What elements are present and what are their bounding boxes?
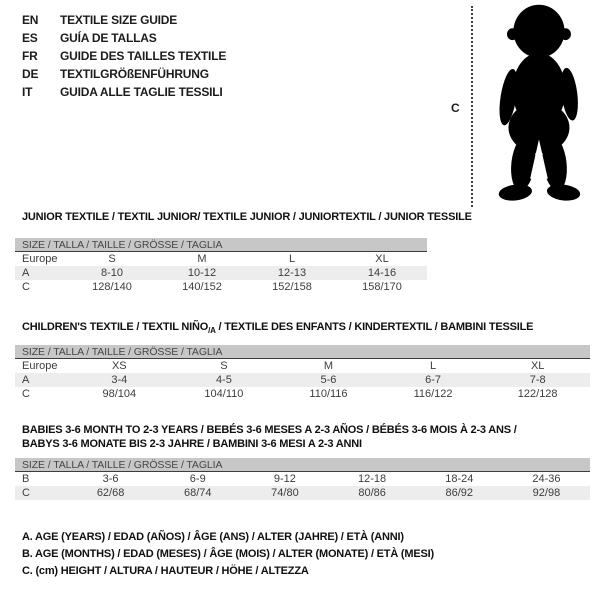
language-code: IT xyxy=(22,85,33,99)
height-cell: 110/116 xyxy=(309,388,348,400)
height-cell: 140/152 xyxy=(182,281,222,293)
row-label: Europe xyxy=(22,360,58,372)
row-label: C xyxy=(22,388,30,400)
row-label: A xyxy=(22,267,30,279)
size-header-bar: SIZE / TALLA / TAILLE / GRÖSSE / TAGLIA xyxy=(15,345,590,359)
age-cell: 10-12 xyxy=(187,267,217,279)
table-row xyxy=(15,359,590,373)
measurement-legend xyxy=(22,529,434,580)
babies-size-table xyxy=(15,458,590,500)
size-cell: L xyxy=(288,253,296,265)
language-guide-list xyxy=(22,11,226,101)
row-label: Europe xyxy=(22,253,58,265)
measure-c-label: C xyxy=(451,101,460,115)
table-row xyxy=(15,280,427,294)
size-header-bar: SIZE / TALLA / TAILLE / GRÖSSE / TAGLIA xyxy=(15,458,590,472)
language-title: GUIDA ALLE TAGLIE TESSILI xyxy=(60,85,223,99)
size-cell: XS xyxy=(111,360,127,372)
children-size-table xyxy=(15,345,590,401)
row-label: C xyxy=(22,487,30,499)
height-cell: 68/74 xyxy=(183,487,212,499)
age-cell: 4-5 xyxy=(215,374,232,386)
age-cell: 18-24 xyxy=(445,473,474,485)
height-cell: 158/170 xyxy=(362,281,402,293)
babies-section-title xyxy=(22,423,517,451)
table-row xyxy=(15,387,590,401)
height-cell: 128/140 xyxy=(92,281,132,293)
age-cell: 12-18 xyxy=(358,473,387,485)
height-cell: 92/98 xyxy=(532,487,561,499)
language-title: GUÍA DE TALLAS xyxy=(60,31,157,45)
junior-section-title: JUNIOR TEXTILE / TEXTIL JUNIOR/ TEXTILE JUNIOR / JUNIORTEXTIL / JUNIOR TESSILE xyxy=(22,211,472,223)
height-cell: 62/68 xyxy=(96,487,125,499)
language-title: GUIDE DES TAILLES TEXTILE xyxy=(60,49,227,63)
legend-line-b: B. AGE (MONTHS) / EDAD (MESES) / ÂGE (MOIS) / ALTER (MONATE) / ETÀ (MESI) xyxy=(22,548,434,560)
age-cell: 14-16 xyxy=(367,267,397,279)
legend-line-a: A. AGE (YEARS) / EDAD (AÑOS) / ÂGE (ANS) / ALTER (JAHRE) / ETÀ (ANNI) xyxy=(22,531,404,543)
height-cell: 98/104 xyxy=(102,388,137,400)
table-row xyxy=(15,373,590,387)
children-title-part2: / TEXTILE DES ENFANTS / KINDERTEXTIL / BAMBINI TESSILE xyxy=(215,321,534,333)
table-row xyxy=(15,252,427,266)
language-title: TEXTILGRÖßENFÜHRUNG xyxy=(60,67,209,81)
junior-size-table xyxy=(15,238,427,294)
list-item xyxy=(22,47,226,65)
height-dotted-line xyxy=(471,6,473,207)
baby-silhouette xyxy=(478,3,596,207)
age-cell: 3-4 xyxy=(111,374,128,386)
size-cell: S xyxy=(220,360,228,372)
row-label: C xyxy=(22,281,30,293)
size-cell: S xyxy=(108,253,116,265)
children-title-part1: CHILDREN'S TEXTILE / TEXTIL NIÑO xyxy=(22,321,209,333)
age-cell: 5-6 xyxy=(320,374,337,386)
list-item xyxy=(22,83,226,101)
list-item xyxy=(22,65,226,83)
language-code: ES xyxy=(22,31,38,45)
babies-title-line2: BABYS 3-6 MONATE BIS 2-3 JAHRE / BAMBINI 3-6 MESI A 2-3 ANNI xyxy=(22,438,362,450)
size-cell: XL xyxy=(530,360,545,372)
height-cell: 122/128 xyxy=(517,388,558,400)
legend-line-c: C. (cm) HEIGHT / ALTURA / HAUTEUR / HÖHE / ALTEZZA xyxy=(22,565,309,577)
height-cell: 104/110 xyxy=(204,388,244,400)
size-header-bar: SIZE / TALLA / TAILLE / GRÖSSE / TAGLIA xyxy=(15,238,427,252)
age-cell: 3-6 xyxy=(102,473,119,485)
size-cell: XL xyxy=(375,253,389,265)
language-code: DE xyxy=(22,67,39,81)
size-cell: M xyxy=(323,360,334,372)
height-cell: 74/80 xyxy=(271,487,299,499)
height-cell: 152/158 xyxy=(272,281,312,293)
height-cell: 86/92 xyxy=(445,487,474,499)
children-section-title xyxy=(22,321,533,335)
language-title: TEXTILE SIZE GUIDE xyxy=(60,13,178,27)
height-cell: 116/122 xyxy=(413,388,453,400)
list-item xyxy=(22,11,226,29)
children-title-subscript: /A xyxy=(208,326,216,336)
height-cell: 80/86 xyxy=(358,487,386,499)
babies-title-line1: BABIES 3-6 MONTH TO 2-3 YEARS / BEBÉS 3-6 MESES A 2-3 AÑOS / BÉBÉS 3-6 MOIS À 2-3 ANS / xyxy=(22,424,517,436)
table-row xyxy=(15,266,427,280)
age-cell: 8-10 xyxy=(100,267,124,279)
age-cell: 6-7 xyxy=(425,374,442,386)
language-code: EN xyxy=(22,13,39,27)
row-label: A xyxy=(22,374,30,386)
row-label: B xyxy=(22,473,30,485)
language-code: FR xyxy=(22,49,38,63)
age-cell: 7-8 xyxy=(529,374,546,386)
age-cell: 6-9 xyxy=(189,473,206,485)
age-cell: 9-12 xyxy=(273,473,296,485)
list-item xyxy=(22,29,226,47)
size-cell: M xyxy=(197,253,207,265)
size-cell: L xyxy=(430,360,437,372)
age-cell: 12-13 xyxy=(277,267,307,279)
table-row xyxy=(15,472,590,486)
table-row xyxy=(15,486,590,500)
age-cell: 24-36 xyxy=(532,473,561,485)
